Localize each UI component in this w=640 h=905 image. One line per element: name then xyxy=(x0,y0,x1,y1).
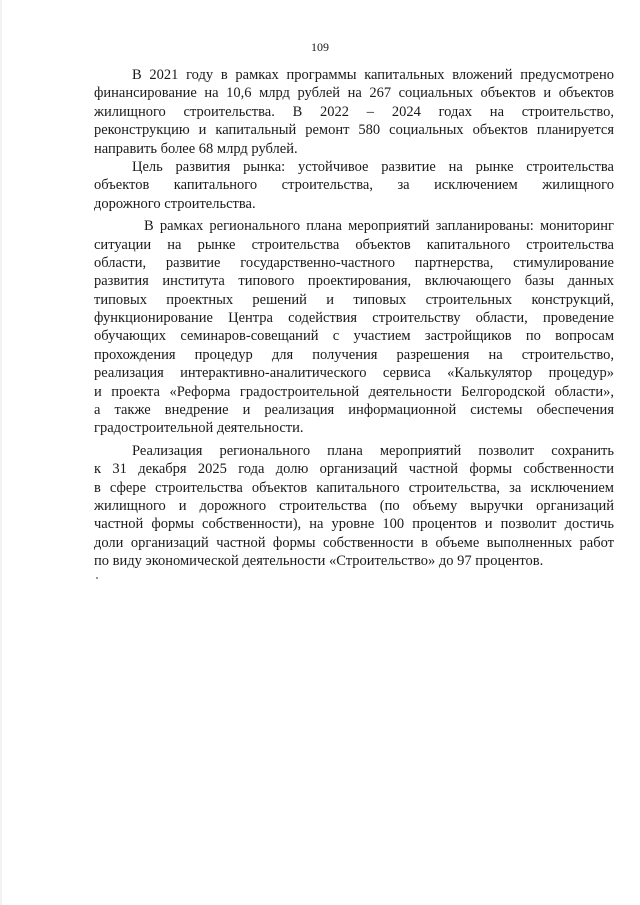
scan-edge xyxy=(0,0,2,905)
text-line: и проекта «Реформа градостроительной деятельности Белгородской области», xyxy=(94,383,614,400)
text-line: Реализация регионального плана мероприятий позволит сохранить xyxy=(132,442,614,459)
text-line: прохождения процедур для получения разрешения на строительство, xyxy=(94,346,614,363)
text-line: ситуации на рынке строительства объектов капитального строительства xyxy=(94,236,614,253)
text-line: объектов капитального строительства, за исключением жилищного xyxy=(94,177,614,194)
text-line: функционирование Центра содействия строительству области, проведение xyxy=(94,310,614,327)
text-line: частной формы собственности), на уровне 100 процентов и позволит достичь xyxy=(94,516,614,533)
text-line: к 31 декабря 2025 года долю организаций частной формы собственности xyxy=(94,461,614,478)
paragraph-regional-plan xyxy=(94,217,614,438)
text-line: обучающих семинаров-совещаний с участием застройщиков по вопросам xyxy=(94,328,614,345)
text-line: Цель развития рынка: устойчивое развитие на рынке строительства xyxy=(132,158,614,175)
text-line: В 2021 году в рамках программы капитальных вложений предусмотрено xyxy=(132,67,614,83)
text-line: реализация интерактивно-аналитического сервиса «Калькулятор процедур» xyxy=(94,365,614,382)
text-line: направить более 68 млрд рублей. xyxy=(94,140,298,157)
text-line: градостроительной деятельности. xyxy=(94,420,304,437)
text-line: области, развитие государственно-частного партнерства, стимулирование xyxy=(94,254,614,271)
text-line: в сфере строительства объектов капитального строительства, за исключением xyxy=(94,479,614,496)
document-body xyxy=(94,66,614,571)
text-line: реконструкцию и капитальный ремонт 580 социальных объектов планируется xyxy=(94,122,614,139)
text-line: доли организаций частной формы собственности в объеме выполненных работ xyxy=(94,534,614,551)
scan-speck xyxy=(96,577,98,579)
text-line: дорожного строительства. xyxy=(94,195,256,212)
text-line: жилищного строительства. В 2022 – 2024 годах на строительство, xyxy=(94,103,614,120)
page-number: 109 xyxy=(311,40,329,54)
text-line: жилищного и дорожного строительства (по объему выручки организаций xyxy=(94,497,614,514)
paragraph-capital-investment xyxy=(94,66,614,158)
text-line: типовых проектных решений и типовых строительных конструкций, xyxy=(94,291,614,308)
text-line: развития института типового проектирования, включающего базы данных xyxy=(94,273,614,290)
text-line: а также внедрение и реализация информационной системы обеспечения xyxy=(94,402,614,419)
text-line: по виду экономической деятельности «Строительство» до 97 процентов. xyxy=(94,553,544,570)
text-line: В рамках регионального плана мероприятий запланированы: мониторинг xyxy=(144,218,614,235)
paragraph-market-goal xyxy=(94,158,614,213)
paragraph-plan-outcome xyxy=(94,442,614,571)
text-line: финансирование на 10,6 млрд рублей на 267 социальных объектов и объектов xyxy=(94,85,614,102)
